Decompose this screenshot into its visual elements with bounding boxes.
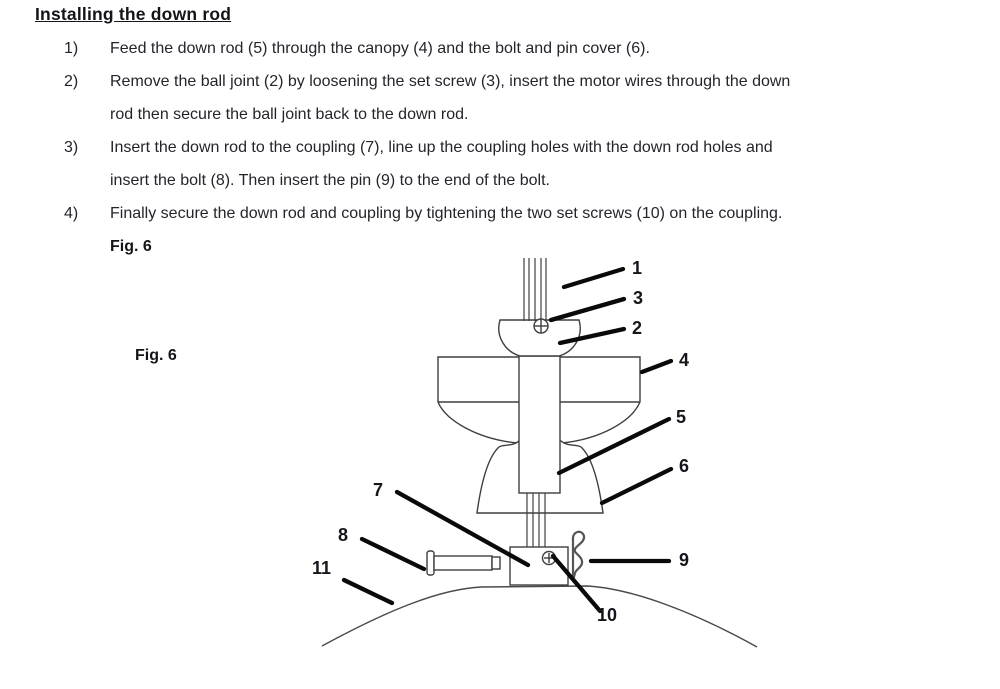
figure-side-label: Fig. 6 [135,347,177,364]
step-number: 2) [64,73,79,90]
callout-label-7: 7 [373,480,384,500]
callout-label-5: 5 [676,407,687,427]
callout-label-11: 11 [312,558,332,578]
callout-line-3 [551,299,624,320]
bolt [427,551,500,575]
callout-label-3: 3 [633,288,644,308]
step-number: 3) [64,139,79,156]
pin-clip [573,532,584,577]
callout-line-4 [642,361,671,372]
callout-line-6 [602,469,671,503]
callout-label-2: 2 [632,318,643,338]
hanger-wires [524,258,546,321]
callout-line-11 [344,580,392,603]
step-text-line: Finally secure the down rod and coupling by tightening the two set screws (10) on the coupling. [110,205,783,222]
ball-set-screw [534,319,548,333]
callout-label-6: 6 [679,456,690,476]
step-text-line: rod then secure the ball joint back to the down rod. [110,106,469,123]
motor-housing-arc [322,586,757,647]
step-number: 4) [64,205,79,222]
step-text-line: Feed the down rod (5) through the canopy (4) and the bolt and pin cover (6). [110,40,650,57]
step-number: 1) [64,40,79,57]
down-rod [519,356,560,493]
callout-label-4: 4 [679,350,690,370]
section-heading: Installing the down rod [35,4,232,24]
callout-label-1: 1 [632,258,643,278]
callout-label-10: 10 [597,605,618,625]
step-text-line: Remove the ball joint (2) by loosening the set screw (3), insert the motor wires through the down [110,73,791,90]
callout-line-8 [362,539,424,569]
callout-line-1 [564,269,623,287]
step-text-line: insert the bolt (8). Then insert the pin (9) to the end of the bolt. [110,172,550,189]
step-text-line: Insert the down rod to the coupling (7), line up the coupling holes with the down rod holes and [110,139,773,156]
callout-label-9: 9 [679,550,690,570]
figure-caption: Fig. 6 [110,238,152,255]
callout-label-8: 8 [338,525,349,545]
